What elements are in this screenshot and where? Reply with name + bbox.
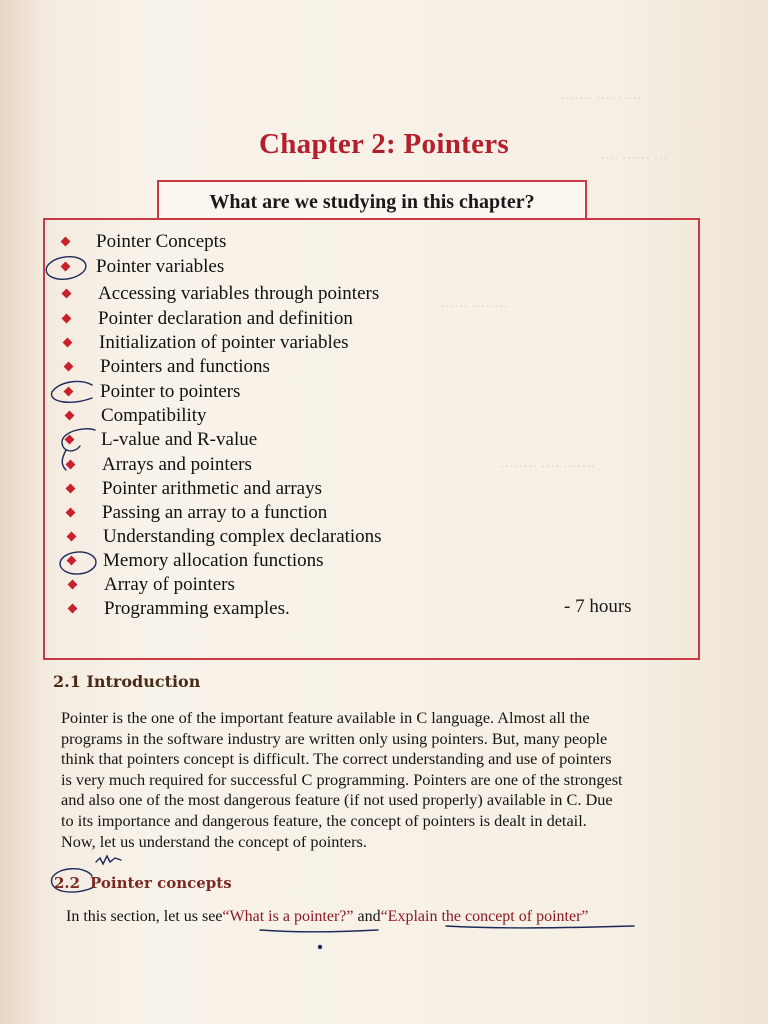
intro-paragraph [61,708,715,852]
bleed-through-text: ······· ···· ····· [560,92,642,107]
topic-label: Pointer declaration and definition [98,308,353,329]
topic-label: Pointer to pointers [100,381,241,402]
topic-label: Array of pointers [104,574,235,595]
section-intro-prefix: In this section, let us see [66,908,223,925]
topic-label: Compatibility [101,405,207,426]
section-intro-line [66,908,589,926]
pen-dot [319,946,322,949]
intro-line: to its importance and dangerous feature, the concept of pointers is dealt in detail. [61,810,587,830]
bleed-through-text: ········ ···· ······· [500,460,596,475]
bleed-through-text: ······ ········ [440,300,509,315]
topic-label: Pointer variables [96,256,225,277]
pen-underline [446,926,634,928]
section-heading-pointer-concepts: Pointer concepts [90,874,232,892]
section-intro-middle: and [353,908,381,925]
topic-label: Pointer Concepts [96,231,227,252]
topic-label: Initialization of pointer variables [99,332,349,353]
pen-scribble [96,856,121,864]
intro-line: think that pointers concept is difficult. The correct understanding and use of pointers [61,749,612,769]
topic-label: Passing an array to a function [102,502,328,523]
intro-line: Now, let us understand the concept of pointers. [61,831,367,851]
topic-label: Pointers and functions [100,356,270,377]
intro-line: and also one of the most dangerous feature (if not used properly) available in C. Due [61,790,613,810]
chapter-subtitle: What are we studying in this chapter? [157,180,587,218]
topic-label: L-value and R-value [101,429,258,450]
bleed-through-text: ···· ······ ··· [600,152,668,167]
topic-label: Pointer arithmetic and arrays [102,478,323,499]
question-explain-pointer: “Explain the concept of pointer” [380,908,589,925]
pen-underline [260,930,378,932]
duration-label: - 7 hours [564,596,632,617]
topic-label: Understanding complex declarations [103,526,382,547]
topic-label: Arrays and pointers [102,454,252,475]
chapter-title: Chapter 2: Pointers [258,128,510,160]
section-heading-introduction: 2.1 Introduction [53,672,201,691]
intro-line: programs in the software industry are written only using pointers. But, many people [61,728,608,748]
topic-label: Accessing variables through pointers [98,283,380,304]
section-number: 2.2 [54,874,81,892]
intro-line: is very much required for successful C programming. Pointers are one of the strongest [61,769,623,789]
topic-label: Programming examples. [104,598,290,619]
intro-line: Pointer is the one of the important feature available in C language. Almost all the [61,708,590,727]
question-what-is-pointer: “What is a pointer?” [222,908,354,925]
topic-label: Memory allocation functions [103,550,324,571]
